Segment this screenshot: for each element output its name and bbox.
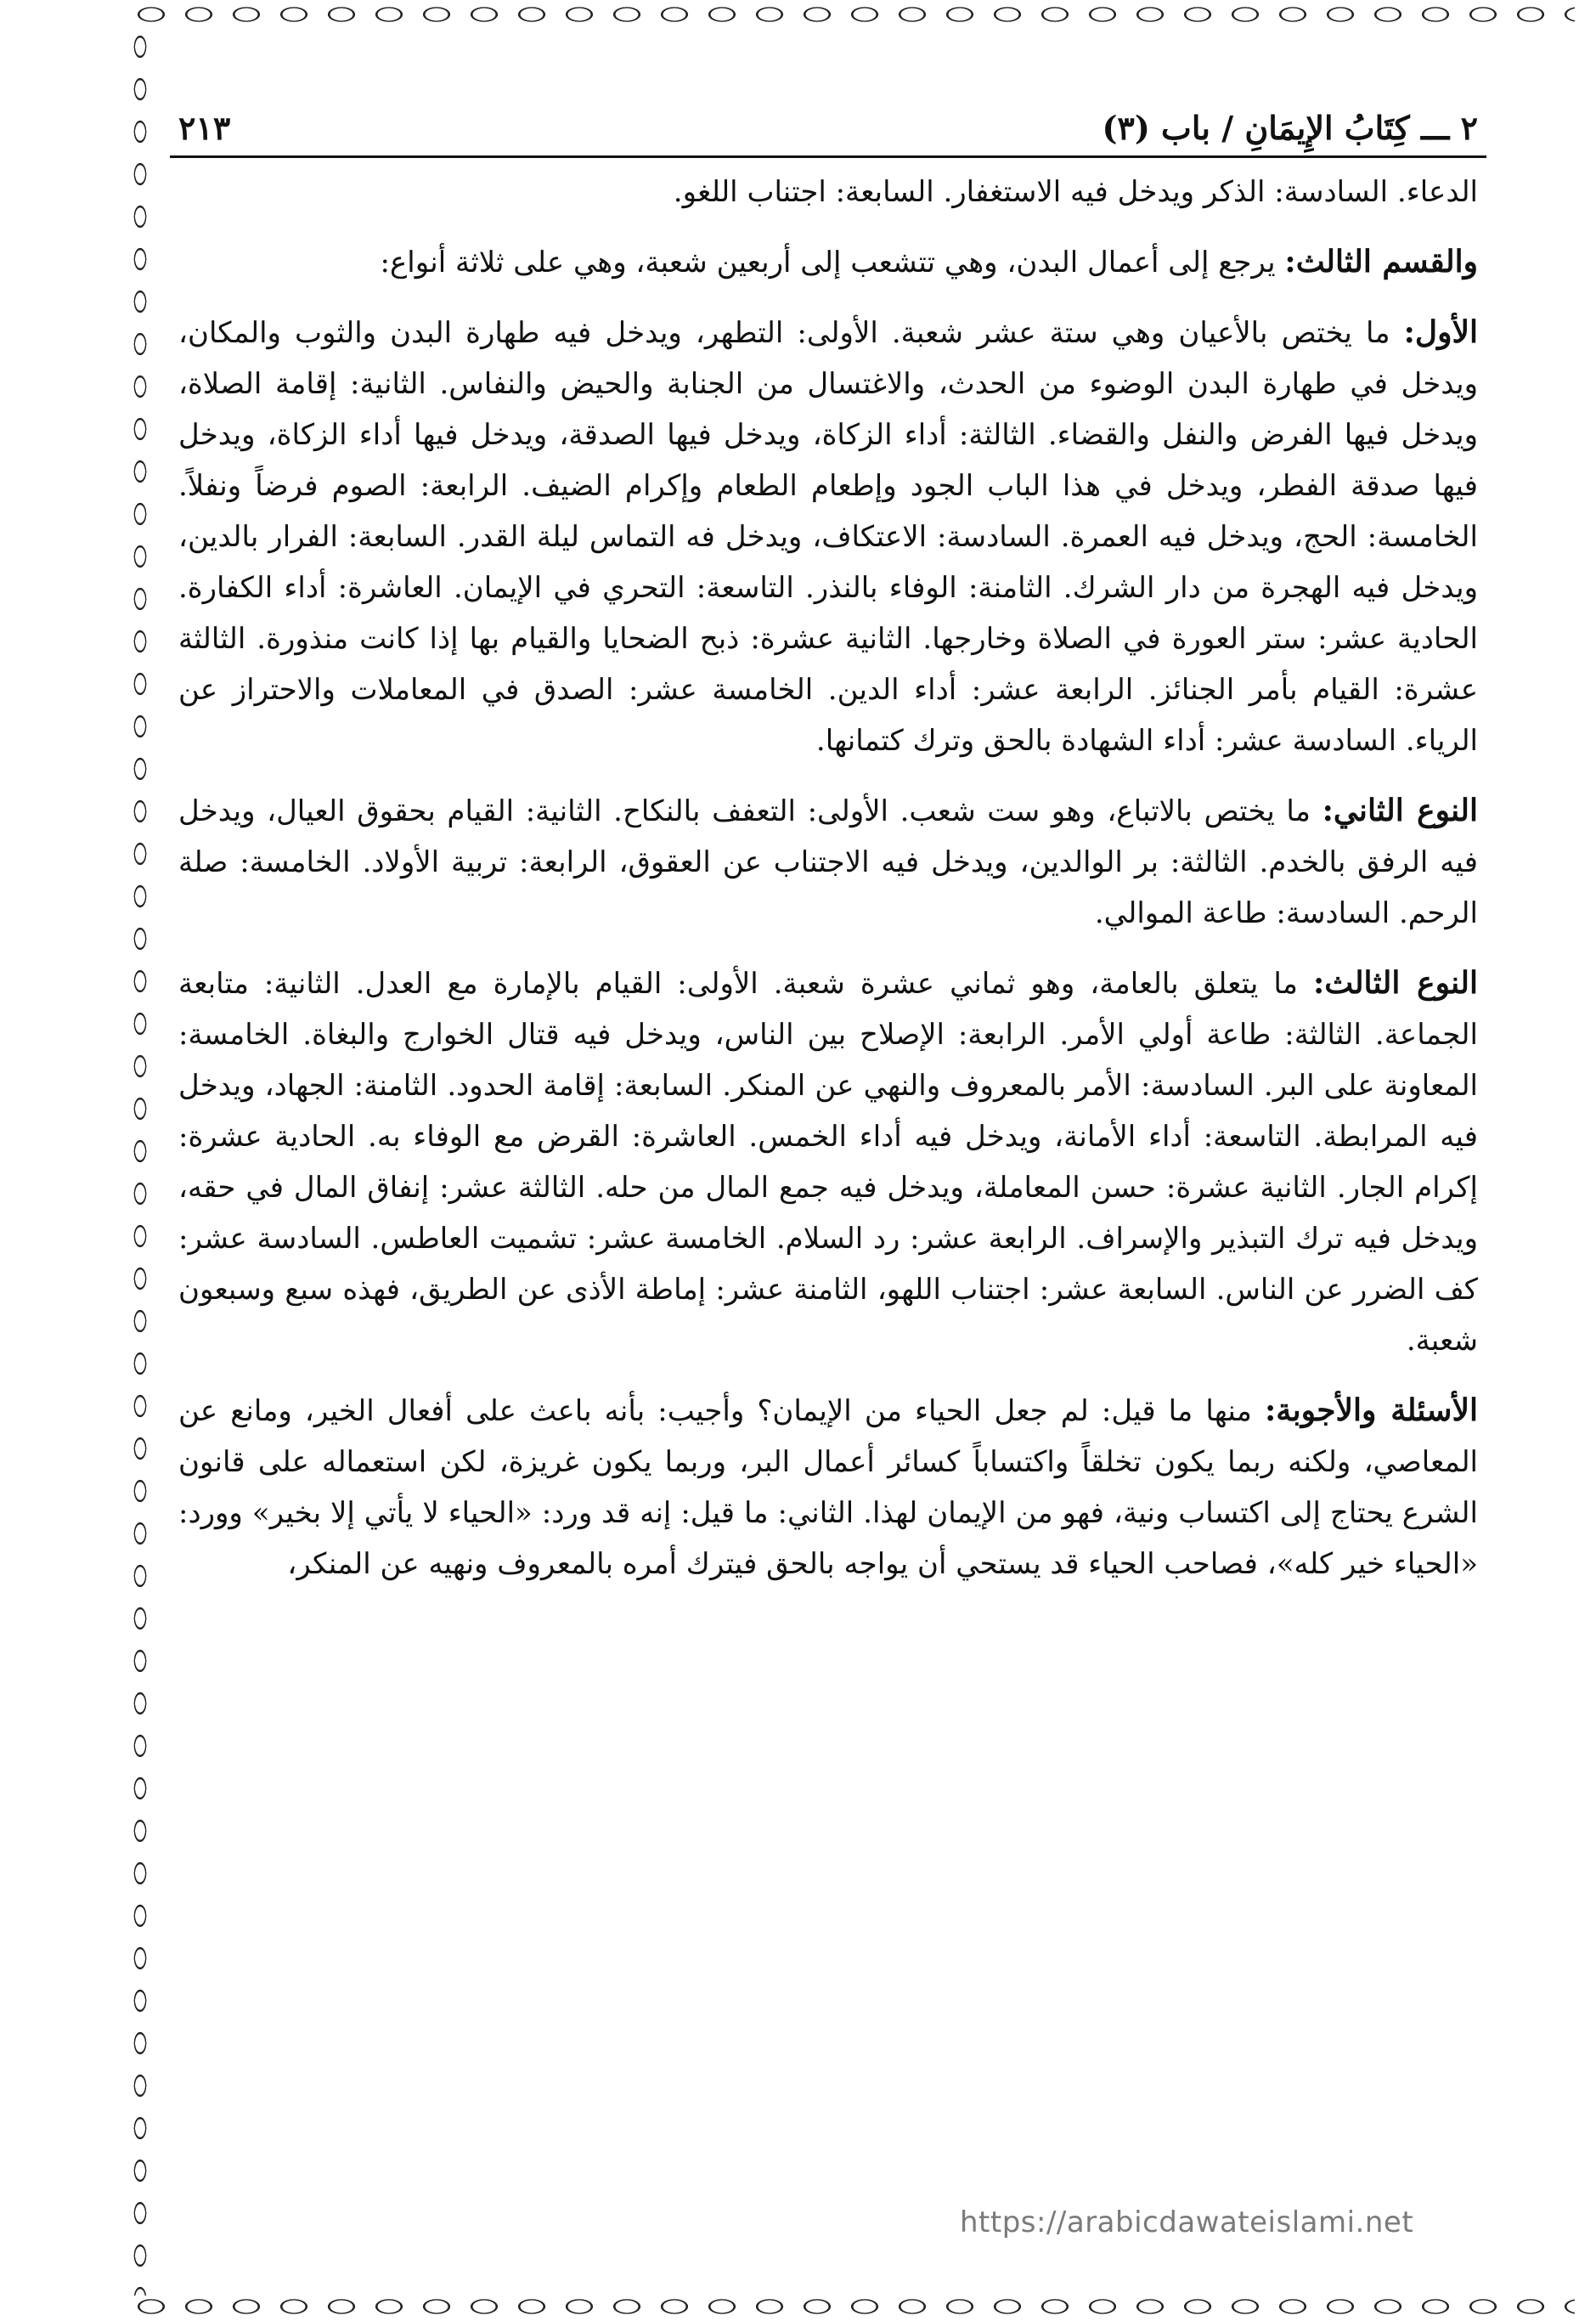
paragraph-text: ما يختص بالاتباع، وهو ست شعب. الأولى: التعفف بالنكاح. الثانية: القيام بحقوق العيال، ويدخل فيه الرفق بالخدم. الثالثة: بر الوالدين، ويدخل فيه الاجتناب عن العقوق، الرابعة: تربية الأولاد. الخامسة: صلة الرحم. السادسة: طاعة الموالي. [178,794,1478,930]
paragraph-text: ما يتعلق بالعامة، وهو ثماني عشرة شعبة. الأولى: القيام بالإمارة مع العدل. الثانية: متابعة الجماعة. الثالثة: طاعة أولي الأمر. الرابعة: الإصلاح بين الناس، ويدخل فيه قتال الخوارج والبغاة. الخامسة: المعاونة على البر. السادسة: الأمر بالمعروف والنهي عن المنكر. السابعة: إقامة الحدود. الثامنة: الجهاد، ويدخل فيه المرابطة. التاسعة: أداء الأمانة، ويدخل فيه أداء الخمس. العاشرة: القرض مع الوفاء به. الحادية عشرة: إكرام الجار. الثانية عشرة: حسن المعاملة، ويدخل فيه جمع المال من حله. الثالثة عشر: إنفاق المال في حقه، ويدخل فيه ترك التبذير والإسراف. الرابعة عشر: رد السلام. الخامسة عشر: تشميت العاطس. السادسة عشر: كف الضرر عن الناس. السابعة عشر: اجتناب اللهو، الثامنة عشر: إماطة الأذى عن الطريق، فهذه سبع وسبعون شعبة. [178,967,1478,1358]
page-number: ٢١٣ [178,109,231,147]
paragraph-text: ما يختص بالأعيان وهي ستة عشر شعبة. الأولى: التطهر، ويدخل فيه طهارة البدن والثوب والمكان، ويدخل في طهارة البدن الوضوء من الحدث، والاغتسال من الجنابة والحيض والنفاس. الثانية: إقامة الصلاة، ويدخل فيها الفرض والنفل والقضاء. الثالثة: أداء الزكاة، ويدخل فيها الصدقة، ويدخل فيها أداء الزكاة، ويدخل فيها صدقة الفطر، ويدخل في هذا الباب الجود وإطعام الطعام وإكرام الضيف. الرابعة: الصوم فرضاً ونفلاً. الخامسة: الحج، ويدخل فيه العمرة. السادسة: الاعتكاف، ويدخل فه التماس ليلة القدر. السابعة: الفرار بالدين، ويدخل فيه الهجرة من دار الشرك. الثامنة: الوفاء بالنذر. التاسعة: التحري في الإيمان. العاشرة: أداء الكفارة. الحادية عشر: ستر العورة في الصلاة وخارجها. الثانية عشرة: ذبح الضحايا والقيام بها إذا كانت منذورة. الثالثة عشرة: القيام بأمر الجنائز. الرابعة عشر: أداء الدين. الخامسة عشر: الصدق في المعاملات والاحتراز عن الرياء. السادسة عشر: أداء الشهادة بالحق وترك كتمانها. [178,316,1478,758]
paragraph-lead: والقسم الثالث: [1284,244,1478,280]
paragraph-text: منها ما قيل: لم جعل الحياء من الإيمان؟ وأجيب: بأنه باعث على أفعال الخير، ومانع عن المعاصي، ولكنه ربما يكون تخلقاً واكتساباً كسائر أعمال البر، وربما يكون غريزة، لكن استعماله على قانون الشرع يحتاج إلى اكتساب ونية، فهو من الإيمان لهذا. الثاني: ما قيل: إنه قد ورد: «الحياء لا يأتي إلا بخير» وورد: «الحياء خير كله»، فصاحب الحياء قد يستحي أن يواجه بالحق فيترك أمره بالمعروف ونهيه عن المنكر، [178,1394,1478,1581]
ornamental-border-top [127,0,1575,29]
ornamental-border-left [127,25,153,2296]
paragraph-1 [178,167,1478,217]
chapter-title: ٢ ـــ كِتَابُ الإِيمَانِ / باب (٣) [1102,109,1478,147]
ornamental-border-bottom [127,2292,1575,2321]
paragraph-5 [178,957,1478,1366]
paragraph-lead: الأول: [1403,314,1479,350]
paragraph-text: الدعاء. السادسة: الذكر ويدخل فيه الاستغفار. السابعة: اجتناب اللغو. [673,175,1478,209]
paragraph-4 [178,785,1478,939]
running-header [170,93,1486,158]
book-page [170,93,1486,2277]
paragraph-lead: النوع الثاني: [1322,793,1479,828]
paragraph-text: يرجع إلى أعمال البدن، وهي تتشعب إلى أربعين شعبة، وهي على ثلاثة أنواع: [380,246,1276,280]
paragraph-2 [178,236,1478,288]
paragraph-6 [178,1385,1478,1590]
paragraph-lead: الأسئلة والأجوبة: [1264,1392,1478,1428]
watermark-url: https://arabicdawateislami.net [960,2205,1414,2239]
paragraph-lead: النوع الثالث: [1312,965,1478,1001]
paragraph-3 [178,307,1478,766]
